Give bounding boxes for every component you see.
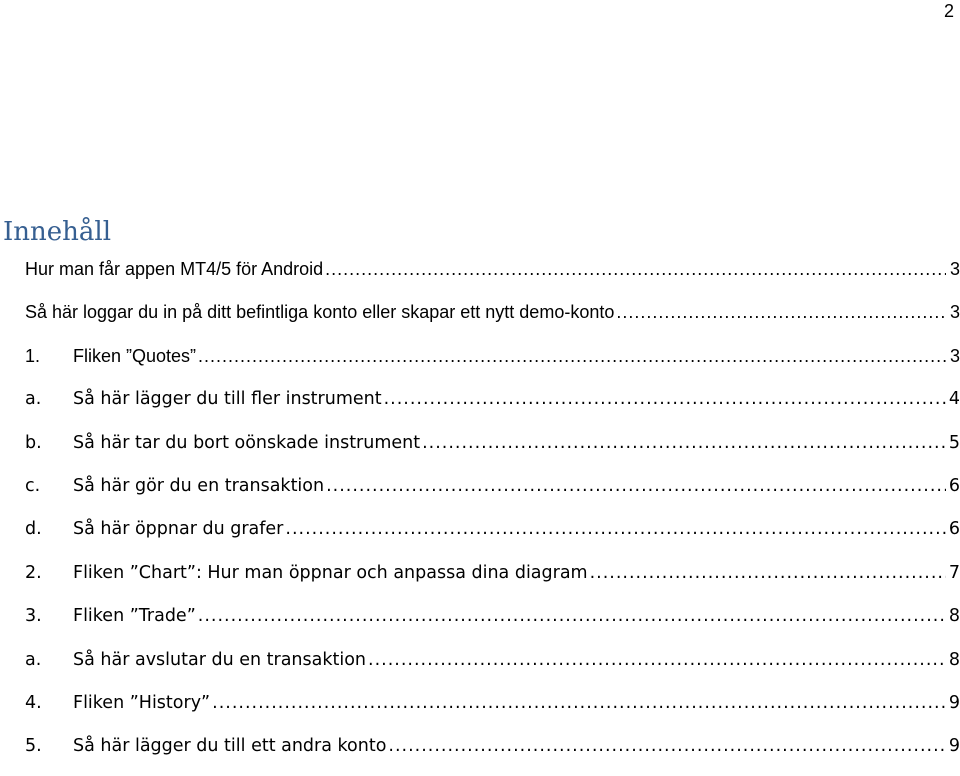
toc-entry-title[interactable]: Så här avslutar du en transaktion bbox=[73, 649, 367, 670]
toc-entry-title[interactable]: Så här lägger du till ett andra konto bbox=[73, 736, 387, 757]
toc-heading: Innehåll bbox=[3, 217, 112, 247]
toc-entry[interactable] bbox=[25, 602, 960, 645]
toc-entry-page[interactable]: 3 bbox=[949, 302, 960, 323]
toc-entry-page[interactable]: 8 bbox=[948, 606, 960, 627]
toc-entry-title[interactable]: Så här gör du en transaktion bbox=[73, 475, 325, 496]
toc-dot-leader bbox=[198, 342, 946, 370]
toc-entry-title[interactable]: Fliken ”History” bbox=[73, 692, 211, 713]
toc-entry[interactable] bbox=[25, 429, 960, 472]
toc-entry[interactable] bbox=[25, 298, 960, 341]
toc-entry-number: a. bbox=[25, 389, 42, 410]
toc-dot-leader bbox=[422, 429, 946, 457]
toc-entry-page[interactable]: 5 bbox=[948, 432, 960, 453]
toc-entry-title[interactable]: Fliken ”Quotes” bbox=[73, 345, 197, 366]
toc-dot-leader bbox=[325, 255, 946, 283]
toc-entry-title[interactable]: Så här öppnar du grafer bbox=[73, 519, 284, 540]
toc-dot-leader bbox=[616, 298, 946, 326]
toc-entry-number: d. bbox=[25, 519, 42, 540]
toc-entry-page[interactable]: 8 bbox=[948, 649, 960, 670]
toc-entry-page[interactable]: 3 bbox=[949, 259, 960, 279]
table-of-contents bbox=[25, 255, 960, 776]
toc-entry-title[interactable]: Så här loggar du in på ditt befintliga konto eller skapar ett nytt demo-konto bbox=[25, 302, 615, 323]
toc-entry-page[interactable]: 6 bbox=[948, 519, 960, 540]
toc-entry[interactable] bbox=[25, 255, 960, 298]
toc-entry[interactable] bbox=[25, 689, 960, 732]
toc-entry-title[interactable]: Så här lägger du till fler instrument bbox=[73, 389, 382, 410]
toc-entry-page[interactable]: 4 bbox=[948, 389, 960, 410]
toc-entry[interactable] bbox=[25, 472, 960, 515]
toc-entry-number: 3. bbox=[25, 606, 42, 627]
toc-entry[interactable] bbox=[25, 646, 960, 689]
toc-entry-title[interactable]: Så här tar du bort oönskade instrument bbox=[73, 432, 421, 453]
toc-entry-number: 4. bbox=[25, 692, 42, 713]
page-number: 2 bbox=[943, 1, 954, 21]
toc-dot-leader bbox=[198, 602, 946, 630]
toc-entry[interactable] bbox=[25, 559, 960, 602]
toc-entry-page[interactable]: 9 bbox=[948, 692, 960, 713]
toc-entry-title[interactable]: Fliken ”Chart”: Hur man öppnar och anpassa dina diagram bbox=[73, 562, 588, 583]
toc-dot-leader bbox=[212, 689, 946, 717]
toc-entry[interactable] bbox=[25, 342, 960, 385]
toc-entry-page[interactable]: 6 bbox=[948, 475, 960, 496]
toc-dot-leader bbox=[388, 732, 946, 760]
toc-entry-page[interactable]: 3 bbox=[949, 345, 960, 366]
toc-entry-page[interactable]: 9 bbox=[948, 736, 960, 757]
toc-entry[interactable] bbox=[25, 385, 960, 428]
toc-entry-title[interactable]: Fliken ”Trade” bbox=[73, 606, 196, 627]
toc-entry-page[interactable]: 7 bbox=[948, 562, 960, 583]
toc-dot-leader bbox=[384, 385, 946, 413]
toc-entry-number: c. bbox=[25, 475, 41, 496]
toc-dot-leader bbox=[326, 472, 946, 500]
toc-entry[interactable] bbox=[25, 732, 960, 775]
toc-entry-number: 1. bbox=[25, 345, 41, 366]
toc-entry-number: b. bbox=[25, 432, 42, 453]
toc-entry-title[interactable]: Hur man får appen MT4/5 för Android bbox=[25, 259, 324, 279]
toc-dot-leader bbox=[368, 646, 946, 674]
toc-entry-number: 2. bbox=[25, 562, 42, 583]
toc-entry-number: 5. bbox=[25, 736, 42, 757]
toc-entry[interactable] bbox=[25, 515, 960, 558]
toc-dot-leader bbox=[285, 515, 946, 543]
toc-dot-leader bbox=[590, 559, 946, 587]
toc-entry-number: a. bbox=[25, 649, 42, 670]
